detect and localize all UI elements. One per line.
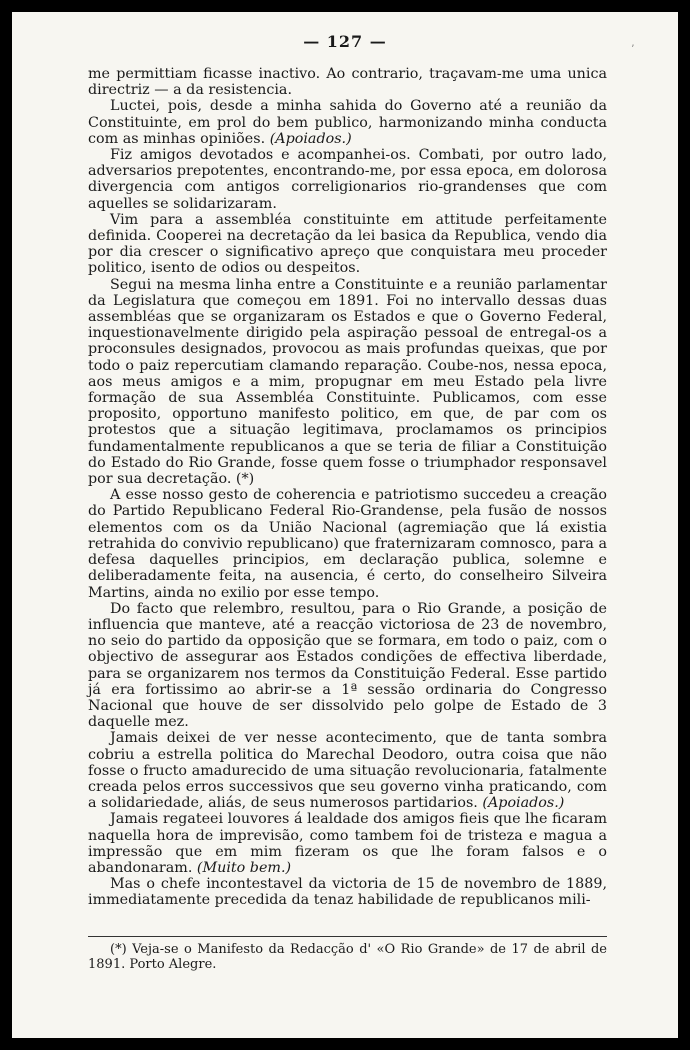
paragraph: Jamais deixei de ver nesse acontecimento, que de tanta sombra cobriu a estrella politica do Marechal Deodoro, outra coisa que não fosse o fructo amadurecido de uma situação revolucionaria, fatalmente creada pelos erros successivos que seu governo vinha praticando, com a solidariedade, aliás, de seus numerosos partidarios. (Apoiados.) <box>88 730 607 812</box>
paragraph: Do facto que relembro, resultou, para o Rio Grande, a posição de influencia que manteve, até a reacção victoriosa de 23 de novembro, no seio do partido da opposição que se formara, em todo o paiz, com o objectivo de assegurar aos Estados condições de effectiva liberdade, para se organizarem nos termos da Constituição Federal. Esse partido já era fortissimo ao abrir-se a 1ª sessão ordinaria do Congresso Nacional que houve de ser dissolvido pelo golpe de Estado de 3 daquelle mez. <box>88 600 607 731</box>
paragraph: me permittiam ficasse inactivo. Ao contrario, traçavam-me uma unica directriz — a da resistencia. <box>88 66 607 99</box>
footnote <box>88 942 607 972</box>
paragraph: Segui na mesma linha entre a Constituinte e a reunião parlamentar da Legislatura que começou em 1891. Foi no intervallo dessas duas assembléas que se organizaram os Estados e que o Governo Federal, inquestionavelmente dirigido pela aspiração pessoal de entregal-os a proconsules designados, provocou as mais profundas queixas, que por todo o paiz repercutiam clamando reparação. Coube-nos, nessa epoca, aos meus amigos e a mim, propugnar em meu Estado pela livre formação de sua Assembléa Constituinte. Publicamos, com esse proposito, opportuno manifesto politico, em que, de par com os protestos que a situação legitimava, proclamamos os principios fundamentalmente republicanos a que se teria de filiar a Constituição do Estado do Rio Grande, fosse quem fosse o triumphador responsavel por sua decretação. (*) <box>88 276 607 488</box>
paragraph: Mas o chefe incontestavel da victoria de 15 de novembro de 1889, immediatamente precedida da tenaz habilidade de republicanos mili- <box>88 876 607 909</box>
book-page <box>12 12 678 1038</box>
paragraph: Vim para a assembléa constituinte em attitude perfeitamente definida. Cooperei na decretação da lei basica da Republica, vendo dia por dia crescer o significativo apreço que conquistara meu proceder politico, isento de odios ou despeitos. <box>88 211 607 277</box>
print-speck: ʼ <box>630 44 634 55</box>
footnote-divider <box>88 936 607 937</box>
page-number: — 127 — <box>303 32 387 51</box>
paragraph: Luctei, pois, desde a minha sahida do Governo até a reunião da Constituinte, em prol do bem publico, harmonizando minha conducta com as minhas opiniões. (Apoiados.) <box>88 98 607 147</box>
footnote-text: (*) Veja-se o Manifesto da Redacção d' «O Rio Grande» de 17 de abril de 1891. Porto Alegre. <box>88 942 607 972</box>
paragraph: Jamais regateei louvores á lealdade dos amigos fieis que lhe ficaram naquella hora de imprevisão, como tambem foi de tristeza e magua a impressão que em mim fizeram os que lhe foram falsos e o abandonaram. (Muito bem.) <box>88 811 607 876</box>
body-text <box>88 66 607 909</box>
paragraph: Fiz amigos devotados e acompanhei-os. Combati, por outro lado, adversarios prepotentes, encontrando-me, por essa epoca, em dolorosa divergencia com antigos correligionarios rio-grandenses que com aquelles se solidarizaram. <box>88 147 607 212</box>
paragraph: A esse nosso gesto de coherencia e patriotismo succedeu a creação do Partido Republicano Federal Rio-Grandense, pela fusão de nossos elementos com os da União Nacional (agremiação que lá existia retrahida do convivio republicano) que fraternizaram comnosco, para a defesa daquelles principios, em declaração publica, solemne e deliberadamente feita, na ausencia, é certo, do conselheiro Silveira Martins, ainda no exilio por esse tempo. <box>88 487 607 601</box>
